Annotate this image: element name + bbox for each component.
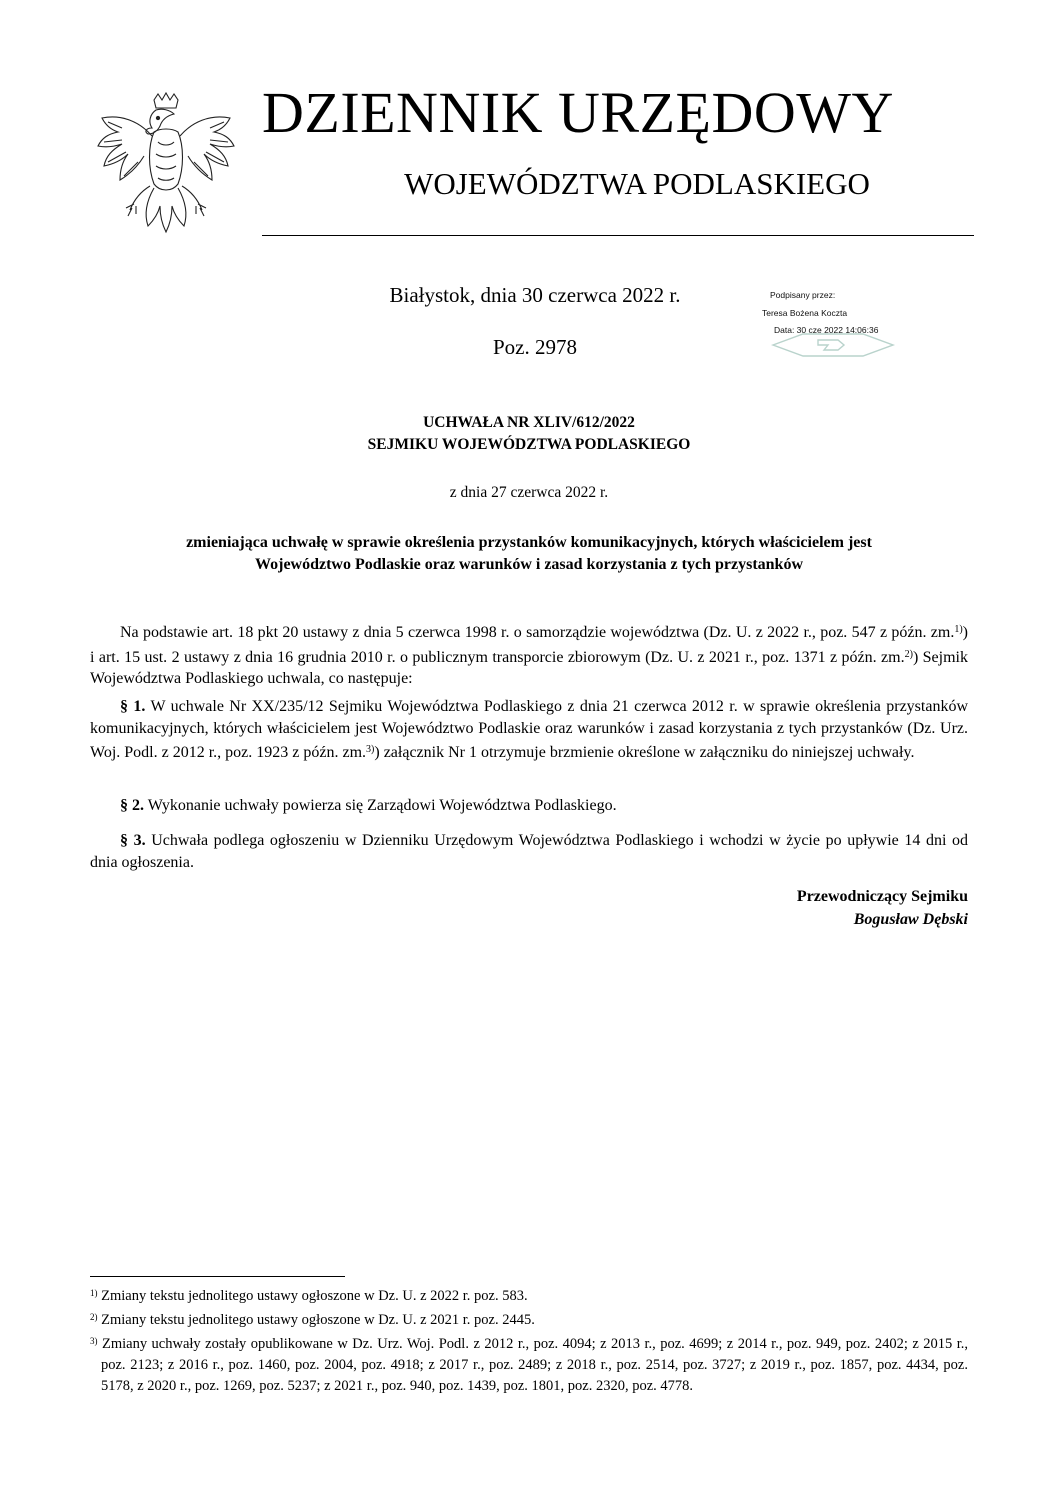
resolution-date: z dnia 27 czerwca 2022 r.	[449, 484, 609, 501]
electronic-signature	[762, 290, 938, 370]
footnote-1-text: Zmiany tekstu jednolitego ustawy ogłoszone w Dz. U. z 2022 r. poz. 583.	[101, 1288, 528, 1304]
publication-place-date: Białystok, dnia 30 czerwca 2022 r.	[389, 283, 681, 307]
paragraph-2	[90, 795, 968, 817]
paragraph-2-number: § 2.	[120, 797, 144, 814]
signatory-role: Przewodniczący Sejmiku	[796, 888, 968, 905]
footnote-ref-3: 3)	[366, 744, 375, 755]
journal-title: DZIENNIK URZĘDOWY	[262, 80, 894, 145]
paragraph-1-text-a: W uchwale Nr XX/235/12 Sejmiku Województwa Podlaskiego z dnia 21 czerwca 2012 r. w sprawie określenia przystanków komunikacyjnych, których właścicielem jest Województwo Podlaskie oraz warunków i zasad korzystania z tych przystanków (Dz. Urz. Woj. Podl. z 2012 r., poz. 1923 z późn. zm.	[90, 698, 969, 761]
paragraph-3-text: Uchwała podlega ogłoszeniu w Dzienniku Urzędowym Województwa Podlaskiego i wchodzi w życie po upływie 14 dni od dnia ogłoszenia.	[90, 832, 968, 871]
subject-line-2: Województwo Podlaskie oraz warunków i zasad korzystania z tych przystanków	[255, 556, 803, 573]
preamble-text-b: ) i art. 15 ust. 2 ustawy z dnia 16 grudnia 2010 r. o publicznym transporcie zbiorowym (Dz. U. z 2021 r., poz. 1371 z późn. zm.	[90, 624, 968, 666]
subject-line-1: zmieniająca uchwałę w sprawie określenia przystanków komunikacyjnych, których właścicielem jest	[186, 534, 872, 551]
signature-date: Data: 30 cze 2022 14:06:36	[774, 325, 879, 335]
footnote-divider	[90, 1276, 345, 1277]
footnote-2	[90, 1307, 968, 1331]
footnote-ref-1: 1)	[954, 624, 963, 635]
preamble-text-a: Na podstawie art. 18 pkt 20 ustawy z dnia 5 czerwca 1998 r. o samorządzie województwa (Dz. U. z 2022 r., poz. 547 z późn. zm.	[120, 624, 955, 641]
preamble-paragraph	[90, 619, 968, 690]
footnote-1-mark: 1)	[90, 1288, 98, 1298]
paragraph-1-text-b: ) załącznik Nr 1 otrzymuje brzmienie określone w załączniku do niniejszej uchwały.	[374, 744, 915, 761]
footnote-2-mark: 2)	[90, 1312, 98, 1322]
footnotes	[90, 1283, 968, 1397]
signature-label: Podpisany przez:	[770, 290, 836, 300]
paragraph-3-number: § 3.	[120, 832, 146, 849]
signature-validation-mark-icon	[768, 330, 898, 360]
paragraph-1-number: § 1.	[120, 698, 146, 715]
paragraph-3	[90, 830, 968, 873]
resolution-issuer: SEJMIKU WOJEWÓDZTWA PODLASKIEGO	[367, 436, 691, 453]
footnote-3	[90, 1331, 968, 1397]
footnote-ref-2: 2)	[904, 648, 913, 660]
resolution-subject	[80, 532, 978, 576]
preamble-text-c: ) Sejmik Województwa Podlaskiego uchwala, co następuje:	[90, 648, 968, 687]
polish-eagle-emblem-icon	[88, 92, 244, 240]
header-divider	[262, 235, 974, 236]
resolution-number: UCHWAŁA NR XLIV/612/2022	[423, 414, 635, 431]
signature-signer: Teresa Bożena Koczta	[762, 308, 848, 318]
journal-subtitle: WOJEWÓDZTWA PODLASKIEGO	[404, 166, 870, 201]
footnote-1	[90, 1283, 968, 1307]
paragraph-1	[90, 696, 968, 764]
position-number: Poz. 2978	[493, 335, 577, 359]
footnote-2-text: Zmiany tekstu jednolitego ustawy ogłoszone w Dz. U. z 2021 r. poz. 2445.	[101, 1312, 535, 1328]
signatory-name: Bogusław Dębski	[853, 911, 968, 928]
signatory-block	[797, 885, 968, 931]
paragraph-2-text: Wykonanie uchwały powierza się Zarządowi Województwa Podlaskiego.	[144, 797, 617, 814]
footnote-3-text: Zmiany uchwały zostały opublikowane w Dz. Urz. Woj. Podl. z 2012 r., poz. 4094; z 2013 r., poz. 4699; z 2014 r., poz. 949, poz. 2402; z 2015 r., poz. 2123; z 2016 r., poz. 1460, poz. 2004, poz. 4918; z 2017 r., poz. 2489; z 2018 r., poz. 2514, poz. 3727; z 2019 r., poz. 1857, poz. 4434, poz. 5178, z 2020 r., poz. 1269, poz. 5237; z 2021 r., poz. 940, poz. 1439, poz. 1801, poz. 2320, poz. 4778.	[101, 1336, 968, 1394]
footnote-3-mark: 3)	[90, 1336, 98, 1346]
